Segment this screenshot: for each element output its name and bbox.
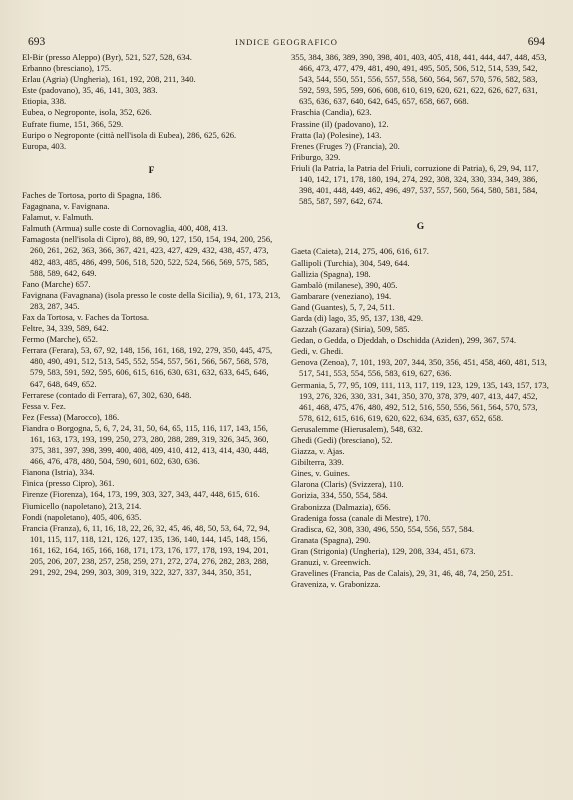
index-entry: Etiopia, 338.: [22, 96, 67, 107]
index-entry: Famagosta (nell'isola di Cipro), 88, 89, 90, 127, 150, 154, 194, 200, 256, 260, 261, 262, 363, 366, 367, 421, 423, 427, 429, 432, 438, 457, 473, 482, 483, 485, 486, 499, 506, 518, 520, 522, 524, 566, 569, 575, 585, 588, 589, 642, 649.: [22, 234, 273, 278]
index-entry: Europa, 403.: [22, 140, 67, 151]
index-entry: Genova (Zenoa), 7, 101, 193, 207, 344, 350, 356, 451, 458, 460, 481, 513, 517, 541, 553, 554, 556, 583, 619, 627, 636.: [291, 357, 547, 379]
section-letter: F: [148, 165, 155, 176]
index-entry: Gravelines (Francia, Pas de Calais), 29, 31, 46, 48, 74, 250, 251.: [291, 568, 513, 579]
index-entry: Eubea, o Negroponte, isola, 352, 626.: [22, 107, 152, 118]
index-entry: Granata (Spagna), 290.: [291, 534, 371, 545]
index-entry: Ferrarese (contado di Ferrara), 67, 302, 630, 648.: [22, 389, 192, 400]
index-entry: El-Bir (presso Aleppo) (Byr), 521, 527, 528, 634.: [22, 52, 192, 62]
index-entry: Erbanno (bresciano), 175.: [22, 63, 112, 74]
index-entry: Gedi, v. Ghedi.: [291, 346, 344, 357]
index-entry: Firenze (Fiorenza), 164, 173, 199, 303, 327, 343, 447, 448, 615, 616.: [22, 489, 260, 500]
index-entry: Feltre, 34, 339, 589, 642.: [22, 323, 109, 334]
index-entry: Gradeniga fossa (canale di Mestre), 170.: [291, 512, 431, 523]
index-entry: Gedan, o Gedda, o Djeddah, o Dschidda (Aziden), 299, 367, 574.: [291, 335, 517, 346]
index-entry: Finica (presso Cipro), 361.: [22, 478, 115, 489]
index-entry: Grabonizza (Dalmazia), 656.: [291, 501, 391, 512]
page-number-right: 694: [527, 36, 545, 48]
index-entry: Frassine (il) (padovano), 12.: [291, 118, 389, 129]
index-entry: Gambalò (milanese), 390, 405.: [291, 279, 398, 290]
index-entry: Gazzah (Gazara) (Siria), 509, 585.: [291, 324, 410, 335]
index-entry: Francia (Franza), 6, 11, 16, 18, 22, 26, 32, 45, 46, 48, 50, 53, 64, 72, 94, 101, 115, 117, 118, 121, 126, 127, 135, 136, 140, 144, 145, 148, 156, 161, 162, 164, 165, 166, 168, 171, 173, 176, 177, 178, 193, 194, 201, 205, 206, 207, 238, 257, 258, 259, 271, 272, 274, 276, 282, 283, 288, 291, 292, 294, 299, 303, 309, 319, 322, 327, 337, 344, 350, 351,: [22, 522, 270, 578]
index-entry: Fratta (la) (Polesine), 143.: [291, 129, 382, 140]
index-entry: Falmuth (Armua) sulle coste di Cornovaglia, 400, 408, 413.: [22, 223, 228, 234]
index-entry: Gradisca, 62, 308, 330, 496, 550, 554, 556, 557, 584.: [291, 523, 475, 534]
index-entry: Fessa v. Fez.: [22, 400, 66, 411]
index-entry: Fagagnana, v. Favignana.: [22, 201, 110, 212]
index-entry: Germania, 5, 77, 95, 109, 111, 113, 117, 119, 123, 129, 135, 143, 157, 173, 193, 276, 326, 330, 331, 341, 350, 370, 378, 379, 407, 413, 447, 452, 461, 468, 475, 476, 480, 492, 512, 516, 550, 556, 561, 564, 570, 573, 578, 612, 615, 616, 619, 620, 622, 634, 635, 637, 652, 658.: [291, 379, 549, 423]
index-entry: 355, 384, 386, 389, 390, 398, 401, 403, 405, 418, 441, 444, 447, 448, 453, 466, 473, 477, 479, 481, 490, 491, 495, 505, 506, 512, 514, 539, 542, 543, 544, 550, 551, 556, 557, 558, 560, 564, 567, 570, 576, 582, 583, 592, 593, 595, 599, 606, 608, 610, 619, 620, 621, 622, 626, 627, 631, 635, 636, 637, 640, 642, 645, 657, 658, 667, 668.: [291, 52, 547, 107]
index-entry: Gibilterra, 339.: [291, 457, 344, 468]
running-title: INDICE GEOGRAFICO: [235, 37, 338, 47]
index-entry: Eufrate fiume, 151, 366, 529.: [22, 118, 124, 129]
index-entry: Fez (Fessa) (Marocco), 186.: [22, 411, 120, 422]
page-number-left: 693: [28, 36, 46, 48]
index-entry: Gambarare (veneziano), 194.: [291, 290, 392, 301]
index-entry: Giazza, v. Ajas.: [291, 446, 345, 457]
index-entry: Fiandra o Borgogna, 5, 6, 7, 24, 31, 50, 64, 65, 115, 116, 117, 143, 156, 161, 163, 173, 193, 199, 250, 273, 280, 288, 289, 319, 326, 345, 360, 375, 381, 397, 398, 399, 400, 408, 409, 410, 412, 413, 414, 430, 448, 466, 476, 478, 480, 504, 590, 601, 602, 630, 636.: [22, 422, 269, 467]
index-entry: Gorizia, 334, 550, 554, 584.: [291, 490, 388, 501]
index-entry: Gaeta (Caieta), 214, 275, 406, 616, 617.: [291, 246, 429, 257]
index-entry: Fiumicello (napoletano), 213, 214.: [22, 500, 142, 511]
index-entry: Este (padovano), 35, 46, 141, 303, 383.: [22, 85, 158, 96]
right-column: [291, 52, 550, 590]
index-entry: Gerusalemme (Hierusalem), 548, 632.: [291, 423, 423, 434]
index-entry: Gallipoli (Turchia), 304, 549, 644.: [291, 257, 410, 268]
index-entry: Granuzi, v. Greenwich.: [291, 557, 371, 568]
index-entry: Fax da Tortosa, v. Faches da Tortosa.: [22, 311, 150, 322]
index-entry: Frenes (Fruges ?) (Francia), 20.: [291, 140, 400, 151]
index-entry: Faches de Tortosa, porto di Spagna, 186.: [22, 189, 162, 200]
index-entry: Gand (Guantes), 5, 7, 24, 511.: [291, 301, 395, 312]
index-entry: Friuli (la Patria, la Patria del Friuli, corruzione di Patria), 6, 29, 94, 117, 140, 142, 171, 178, 180, 194, 274, 292, 308, 324, 330, 334, 349, 386, 398, 401, 448, 449, 462, 496, 497, 537, 557, 560, 564, 580, 581, 584, 585, 587, 597, 642, 674.: [291, 162, 539, 207]
index-entry: Friburgo, 329.: [291, 151, 341, 162]
page-header: [22, 36, 551, 52]
index-entry: Fermo (Marche), 652.: [22, 334, 98, 345]
left-column: [22, 52, 281, 590]
index-columns: [22, 52, 551, 590]
index-entry: Ferrara (Ferara), 53, 67, 92, 148, 156, 161, 168, 192, 279, 350, 445, 475, 480, 490, 491, 512, 513, 545, 552, 554, 557, 561, 566, 567, 568, 578, 579, 583, 591, 592, 595, 606, 615, 616, 630, 631, 632, 633, 645, 646, 647, 648, 649, 652.: [22, 345, 273, 389]
index-entry: Erlau (Agria) (Ungheria), 161, 192, 208, 211, 340.: [22, 74, 196, 85]
index-entry: Favignana (Favagnana) (isola presso le coste della Sicilia), 9, 61, 173, 213, 283, 287, 345.: [22, 289, 281, 311]
index-entry: Euripo o Negroponte (città nell'isola di Eubea), 286, 625, 626.: [22, 129, 237, 140]
index-entry: Ghedi (Gedi) (bresciano), 52.: [291, 435, 393, 445]
index-entry: Garda (di) lago, 35, 95, 137, 138, 429.: [291, 312, 423, 323]
index-entry: Gran (Strigonia) (Ungheria), 129, 208, 334, 451, 673.: [291, 545, 476, 556]
section-letter: G: [416, 222, 425, 233]
index-entry: Graveniza, v. Grabonizza.: [291, 579, 381, 590]
index-entry: Fianona (Istria), 334.: [22, 467, 95, 478]
index-entry: Gines, v. Guines.: [291, 468, 350, 479]
index-entry: Gallizia (Spagna), 198.: [291, 268, 371, 279]
index-entry: Fondi (napoletano), 405, 406, 635.: [22, 511, 142, 522]
index-entry: Fraschia (Candia), 623.: [291, 107, 372, 118]
index-entry: Falamut, v. Falmuth.: [22, 212, 94, 223]
index-entry: Fano (Marche) 657.: [22, 278, 91, 289]
index-entry: Glarona (Claris) (Svizzera), 110.: [291, 479, 404, 490]
